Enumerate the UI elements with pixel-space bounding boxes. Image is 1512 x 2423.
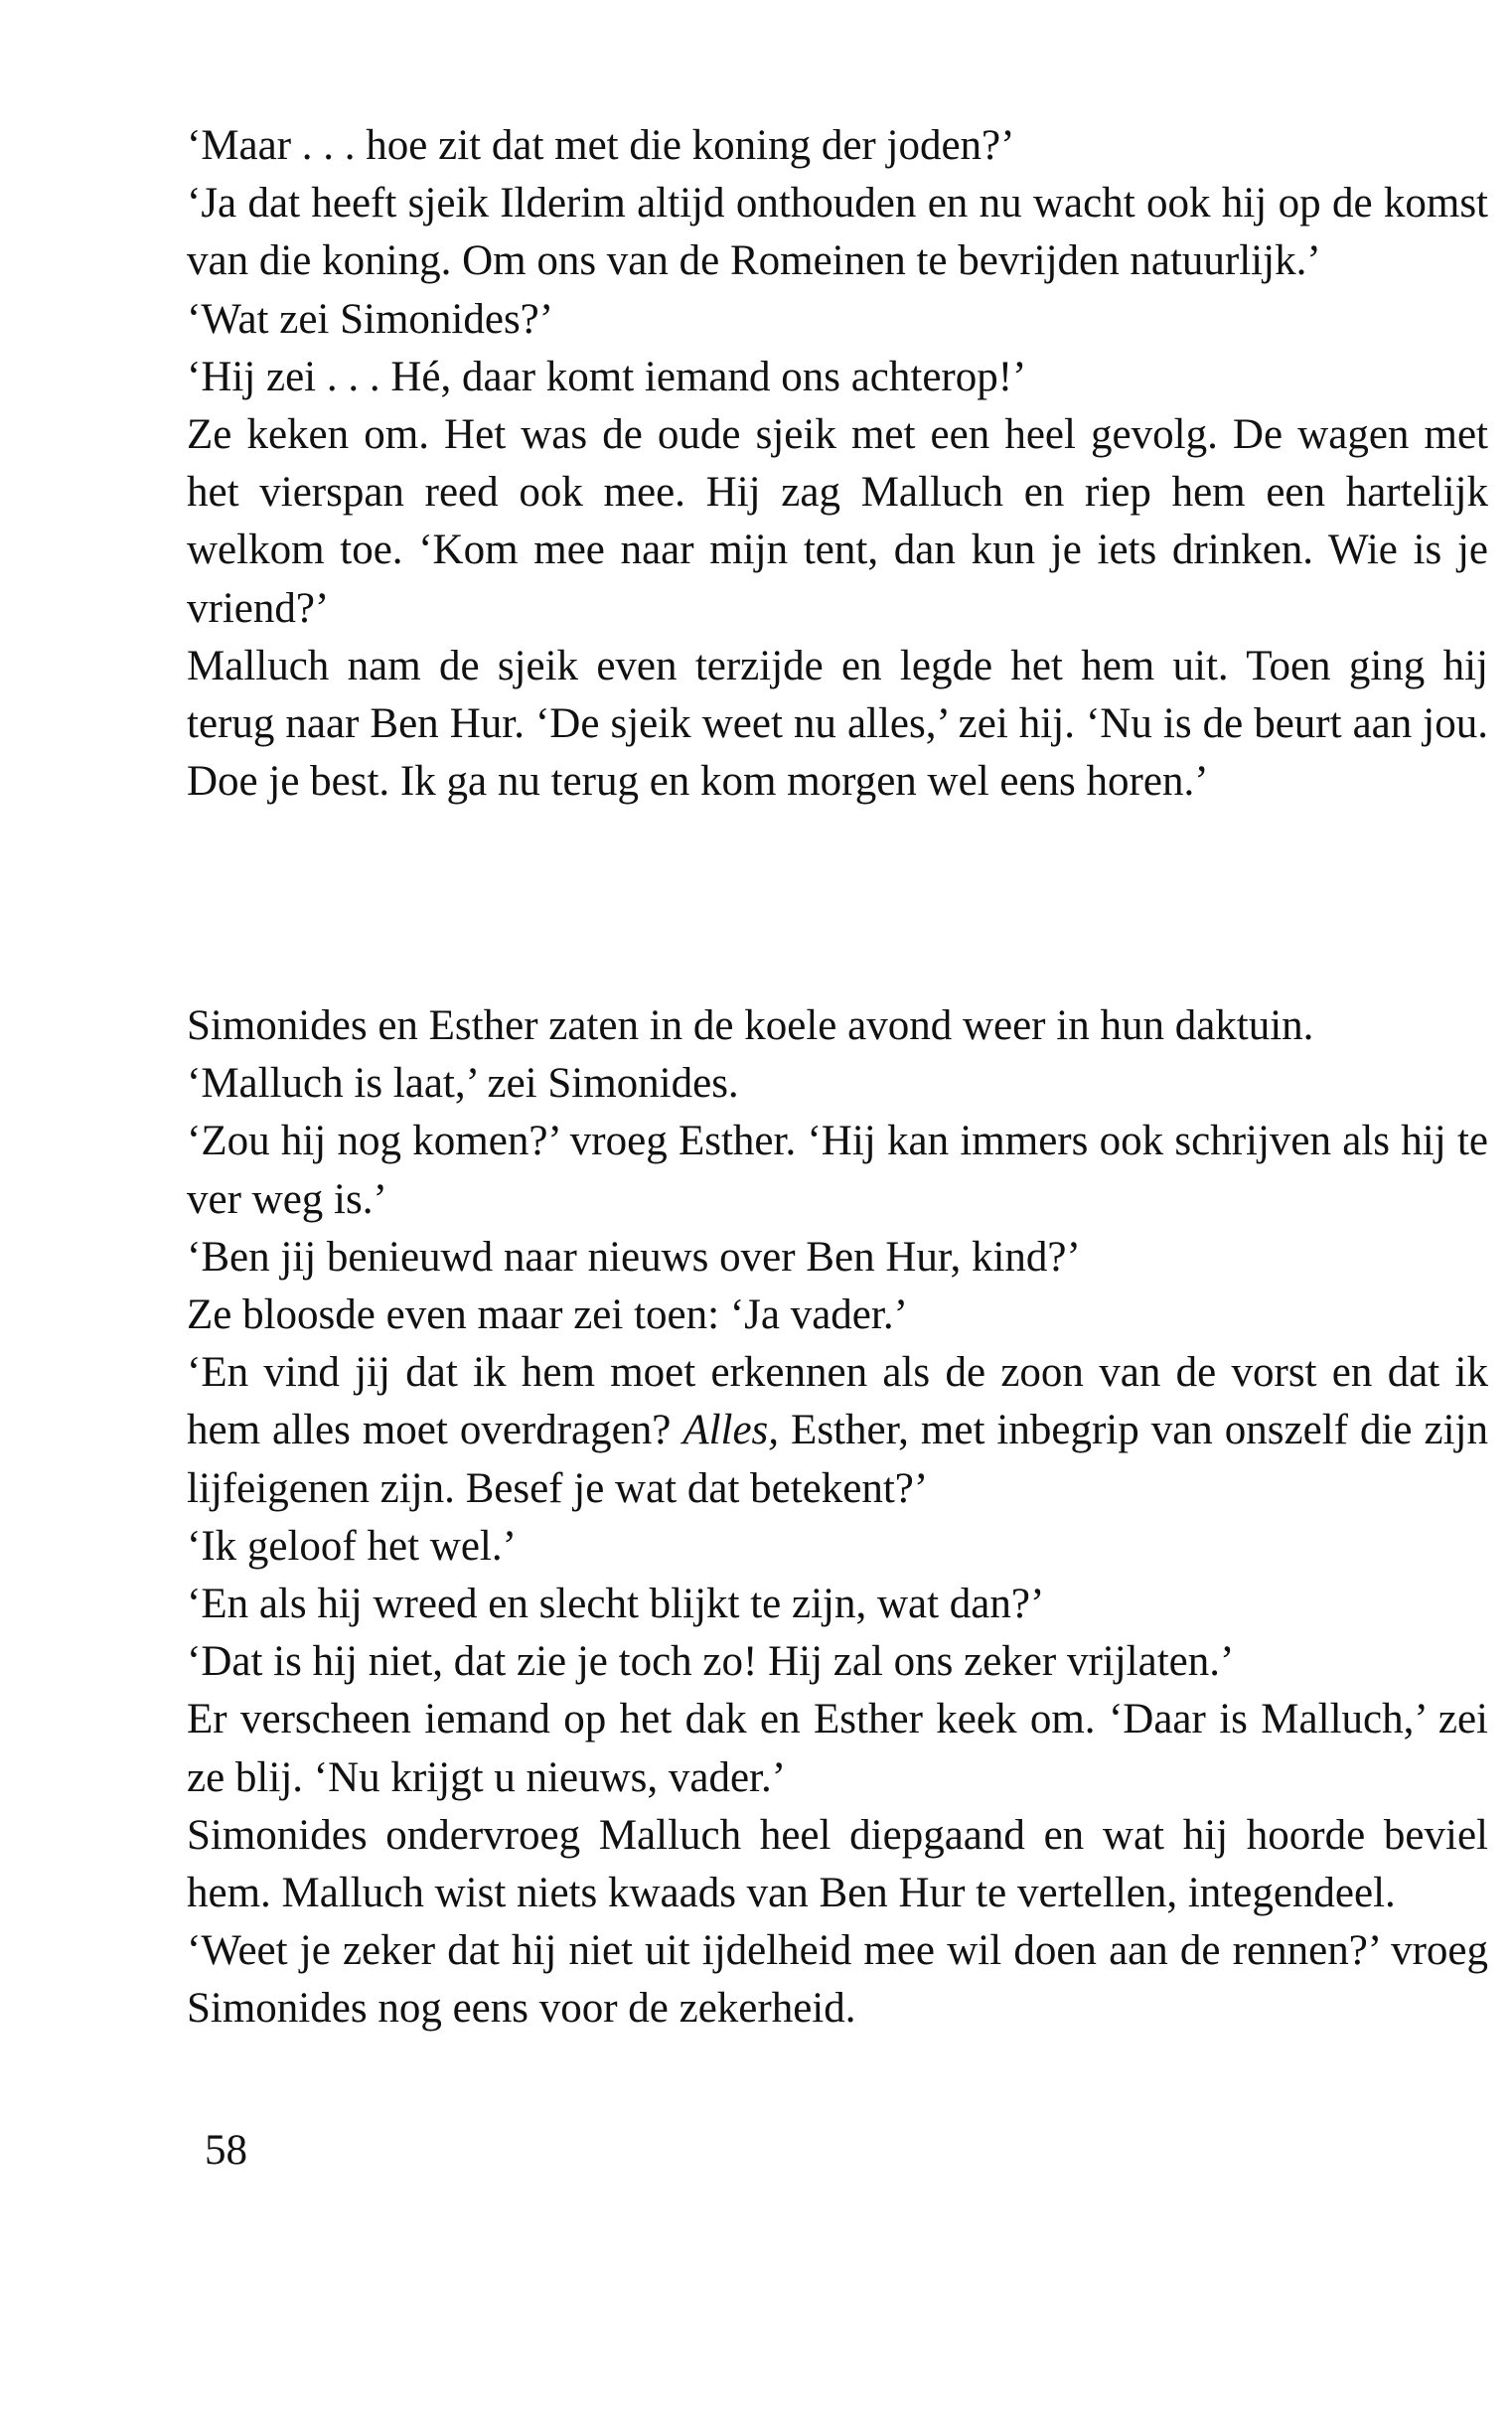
text-section-1 <box>187 117 1488 811</box>
paragraph: Simonides ondervroeg Malluch heel diepgaand en wat hij hoorde beviel hem. Malluch wist niets kwaads van Ben Hur te vertellen, integendeel. <box>187 1811 1488 1917</box>
text-section-2 <box>187 997 1488 2039</box>
paragraph: ‘En als hij wreed en slecht blijkt te zijn, wat dan?’ <box>187 1581 1045 1628</box>
page-number: 58 <box>205 2127 247 2174</box>
paragraph: Er verscheen iemand op het dak en Esther keek om. ‘Daar is Malluch,’ zei ze blij. ‘Nu krijgt u nieuws, vader.’ <box>187 1696 1488 1801</box>
text-run: ‘En vind jij dat ik hem moet erkennen als de zoon van de vorst en dat ik hem alles moet overdragen? <box>187 1349 1488 1454</box>
paragraph: ‘Maar . . . hoe zit dat met die koning der joden?’ <box>187 122 1015 169</box>
paragraph: Ze keken om. Het was de oude sjeik met een heel gevolg. De wagen met het vierspan reed ook mee. Hij zag Malluch en riep hem een hartelijk welkom toe. ‘Kom mee naar mijn tent, dan kun je iets drinken. Wie is je vriend?’ <box>187 411 1488 632</box>
paragraph: ‘Malluch is laat,’ zei Simonides. <box>187 1060 739 1108</box>
paragraph-alles <box>187 1344 1488 1518</box>
paragraph: Ze bloosde even maar zei toen: ‘Ja vader.’ <box>187 1291 908 1339</box>
paragraph: Simonides en Esther zaten in de koele avond weer in hun daktuin. <box>187 1002 1314 1049</box>
paragraph: ‘Ja dat heeft sjeik Ilderim altijd onthouden en nu wacht ook hij op de komst van die koning. Om ons van de Romeinen te bevrijden natuurlijk.’ <box>187 180 1488 285</box>
paragraph: ‘Dat is hij niet, dat zie je toch zo! Hij zal ons zeker vrijlaten.’ <box>187 1638 1235 1686</box>
paragraph: ‘Ben jij benieuwd naar nieuws over Ben Hur, kind?’ <box>187 1233 1081 1281</box>
paragraph: ‘Wat zei Simonides?’ <box>187 295 554 343</box>
emphasized-word: Alles, <box>682 1407 780 1454</box>
text-run: Esther, met inbegrip van onszelf die zijn lijfeigenen zijn. Besef je wat dat betekent?’ <box>187 1407 1488 1512</box>
paragraph: ‘Ik geloof het wel.’ <box>187 1522 517 1570</box>
paragraph: Malluch nam de sjeik even terzijde en legde het hem uit. Toen ging hij terug naar Ben Hur. ‘De sjeik weet nu alles,’ zei hij. ‘Nu is de beurt aan jou. Doe je best. Ik ga nu terug en kom morgen wel eens horen.’ <box>187 642 1488 806</box>
paragraph: ‘Hij zei . . . Hé, daar komt iemand ons achterop!’ <box>187 353 1027 400</box>
paragraph: ‘Zou hij nog komen?’ vroeg Esther. ‘Hij kan immers ook schrijven als hij te ver weg is.’ <box>187 1118 1488 1223</box>
paragraph: ‘Weet je zeker dat hij niet uit ijdelheid mee wil doen aan de rennen?’ vroeg Simonides nog eens voor de zekerheid. <box>187 1927 1488 2033</box>
